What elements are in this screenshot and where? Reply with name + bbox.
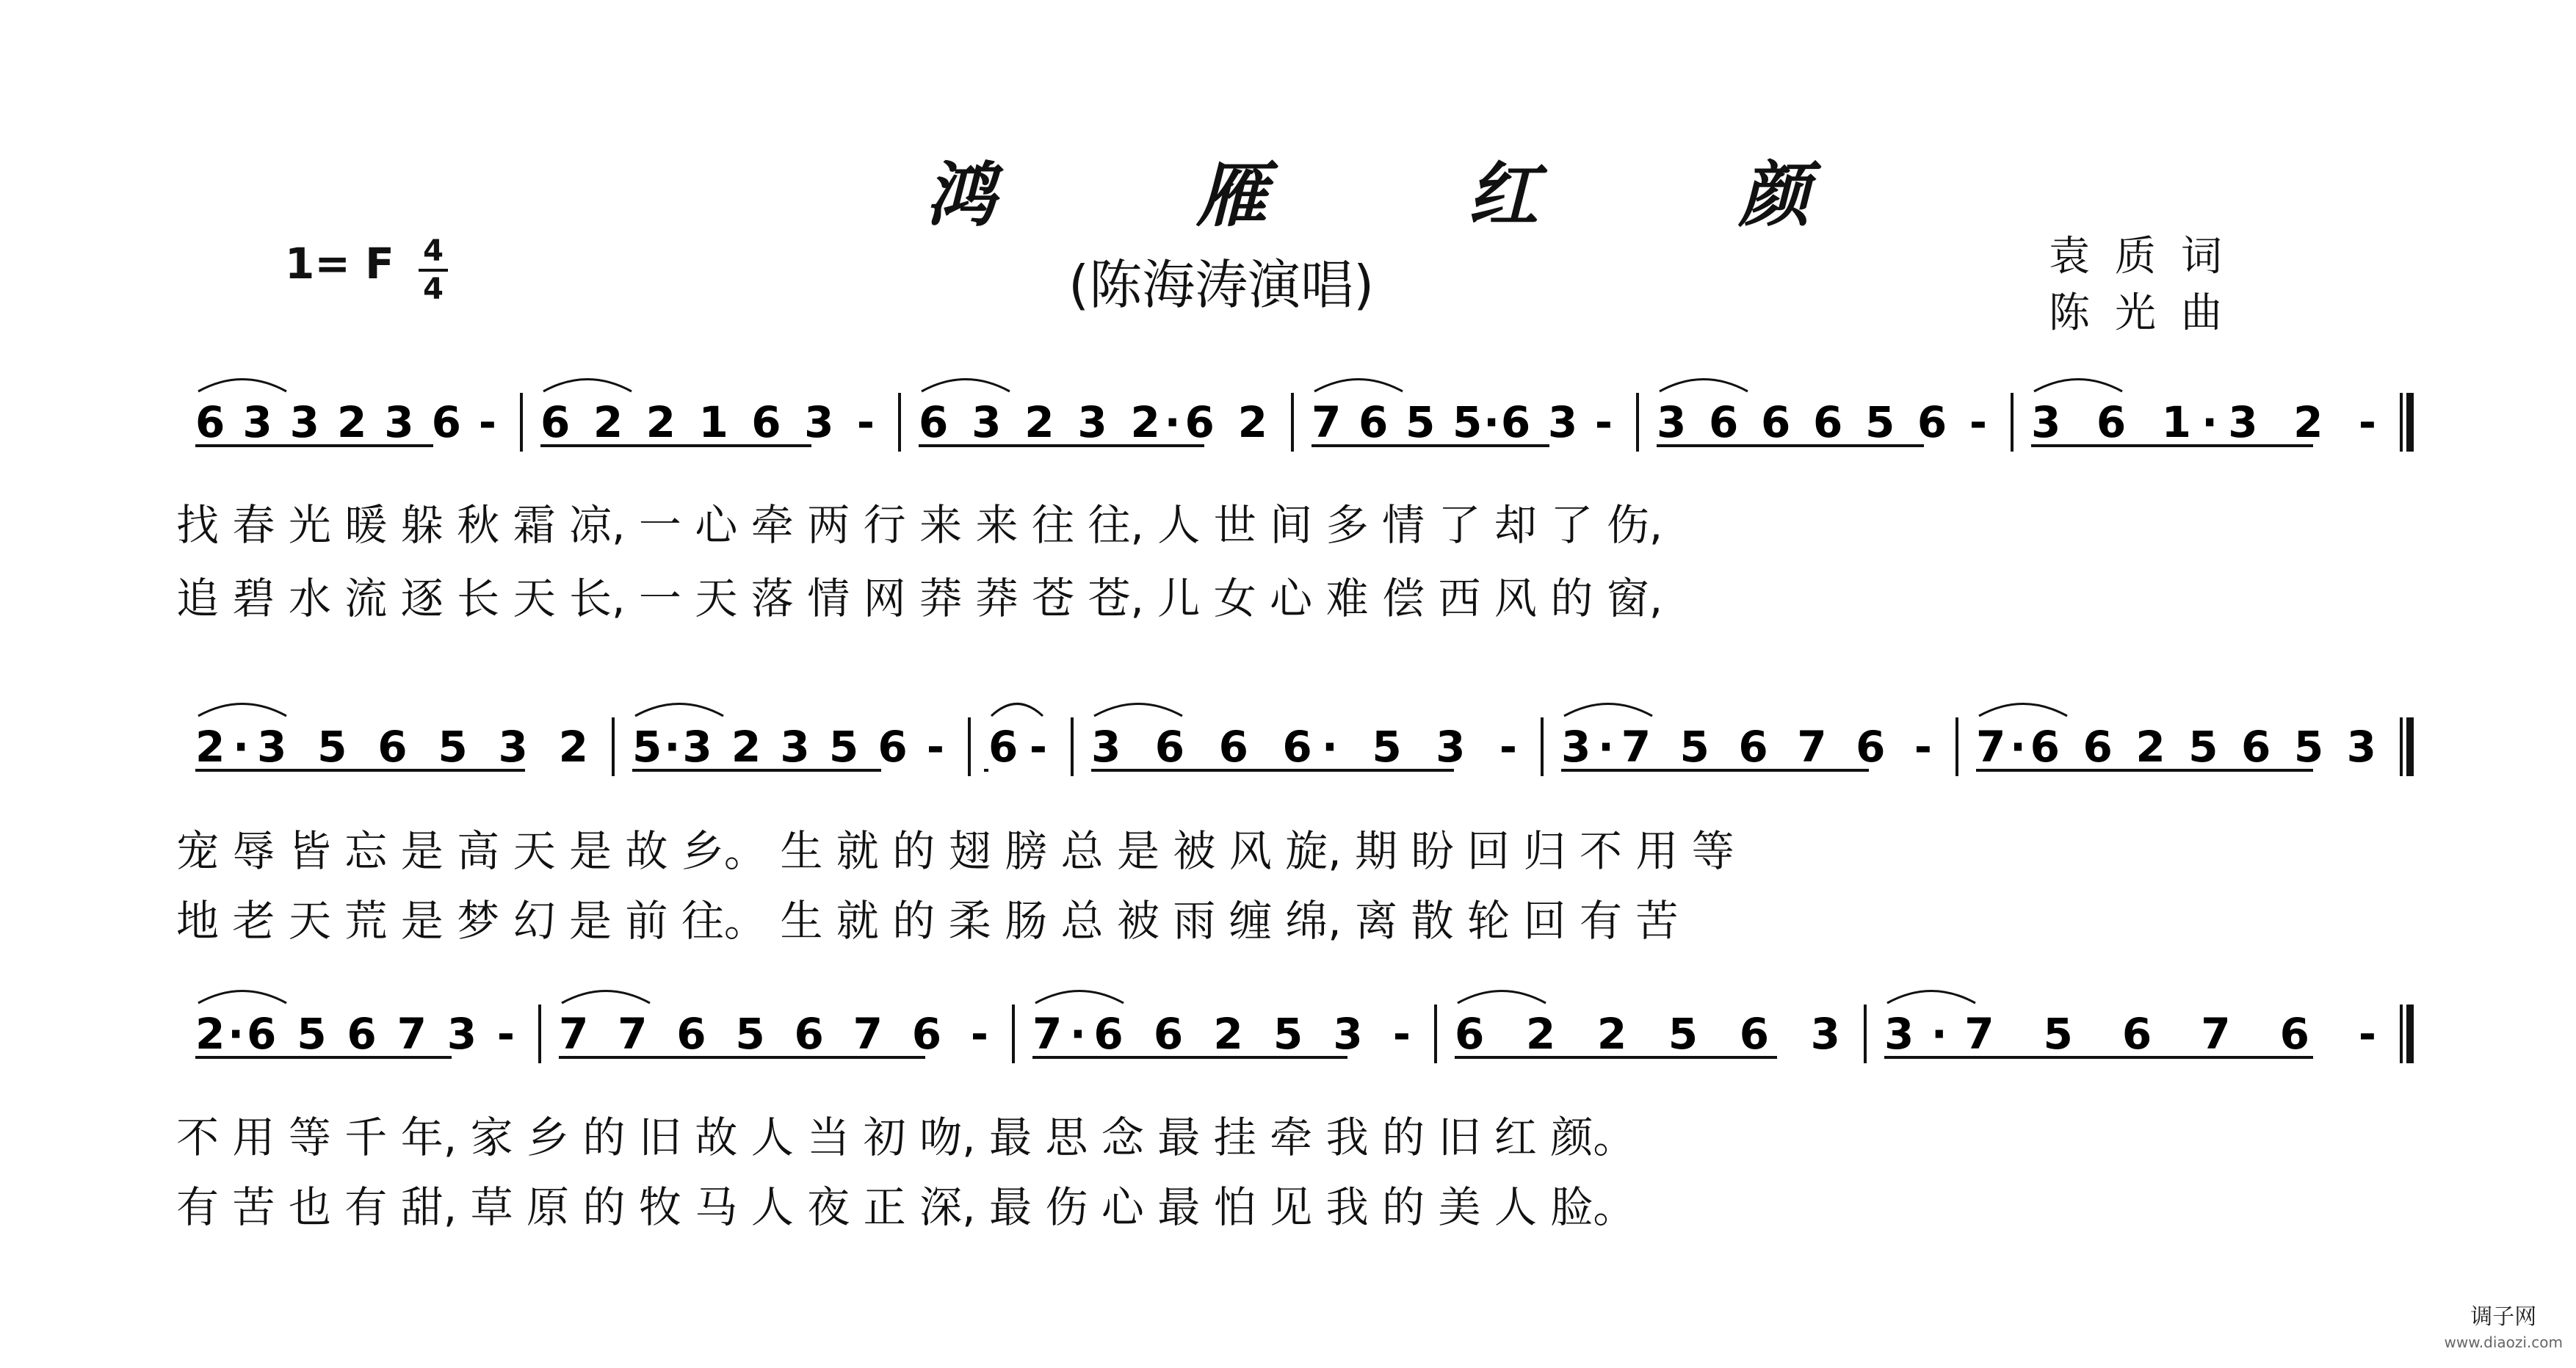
bar-notes: 7·6 6 2 5 6 5 3 bbox=[1976, 722, 2376, 772]
slur bbox=[1458, 991, 1546, 1004]
bar-notes: 6 - bbox=[988, 722, 1047, 772]
lyrics-system3-verse2: 有 苦 也 有 甜, 草 原 的 牧 马 人 夜 正 深, 最 伤 心 最 怕 见 我 的 美 人 脸。 bbox=[176, 1182, 1636, 1232]
lyrics-system1-verse1: 找 春 光 暖 躲 秋 霜 凉, 一 心 牵 两 行 来 来 往 往, 人 世 间 多 情 了 却 了 伤, bbox=[176, 500, 1663, 550]
composer-credit: 陈光曲 bbox=[2049, 289, 2247, 337]
slur bbox=[635, 704, 723, 717]
lyricist-credit: 袁质词 bbox=[2049, 233, 2247, 281]
time-signature-top: 4 bbox=[423, 234, 444, 268]
bar-notes: 6 2 2 5 6 3 bbox=[1455, 1009, 1840, 1059]
lyrics-system2-verse2: 地 老 天 荒 是 梦 幻 是 前 往。 生 就 的 柔 肠 总 被 雨 缠 绵, 离 散 轮 回 有 苦 bbox=[176, 896, 1679, 946]
bar-notes: 6 2 2 1 6 3 - bbox=[540, 397, 875, 447]
slur bbox=[1094, 704, 1182, 717]
time-signature-bottom: 4 bbox=[423, 272, 444, 306]
slur bbox=[198, 991, 286, 1004]
slur bbox=[1035, 991, 1124, 1004]
bar-notes: 3 6 6 6 5 6 - bbox=[1657, 397, 1987, 447]
slur bbox=[1979, 704, 2067, 717]
slur bbox=[1660, 380, 1748, 392]
bar-notes: 3·7 5 6 7 6 - bbox=[1561, 722, 1932, 772]
key-signature: 1= F bbox=[285, 239, 394, 289]
slur bbox=[991, 704, 1043, 717]
slur bbox=[1314, 380, 1403, 392]
slur bbox=[198, 380, 286, 392]
lyrics-system3-verse1: 不 用 等 千 年, 家 乡 的 旧 故 人 当 初 吻, 最 思 念 最 挂 牵 我 的 旧 红 颜。 bbox=[176, 1112, 1636, 1162]
slur bbox=[922, 380, 1010, 392]
song-title: 鸿 雁 红 颜 bbox=[925, 153, 1898, 236]
bar-notes: 2·3 5 6 5 3 2 bbox=[195, 722, 588, 772]
lyrics-system1-verse2: 追 碧 水 流 逐 长 天 长, 一 天 落 情 网 莽 莽 苍 苍, 儿 女 心 难 偿 西 风 的 窗, bbox=[176, 573, 1663, 623]
bar-notes: 2·6 5 6 7 3 - bbox=[195, 1009, 515, 1059]
slur bbox=[198, 704, 286, 717]
slur bbox=[1887, 991, 1975, 1004]
slur bbox=[1564, 704, 1652, 717]
bar-notes: 7 6 5 5·6 3 - bbox=[1311, 397, 1613, 447]
song-subtitle: (陈海涛演唱) bbox=[1068, 254, 1375, 316]
slur bbox=[2034, 380, 2122, 392]
bar-notes: 7·6 6 2 5 3 - bbox=[1032, 1009, 1411, 1059]
bar-notes: 3 6 1·3 2 - bbox=[2031, 397, 2376, 447]
bar-notes: 3 6 6 6· 5 3 - bbox=[1091, 722, 1517, 772]
watermark-name: 调子网 bbox=[2470, 1304, 2537, 1330]
slur bbox=[562, 991, 650, 1004]
bar-notes: 6 3 2 3 2·6 2 bbox=[919, 397, 1267, 447]
bar-notes: 5·3 2 3 5 6 - bbox=[632, 722, 944, 772]
watermark-url: www.diaozi.com bbox=[2444, 1333, 2563, 1351]
slur bbox=[543, 380, 632, 392]
watermark bbox=[2445, 1305, 2563, 1355]
bar-notes: 7 7 6 5 6 7 6 - bbox=[559, 1009, 988, 1059]
bar-notes: 3·7 5 6 7 6 - bbox=[1884, 1009, 2376, 1059]
bar-notes: 6 3 3 2 3 6 - bbox=[195, 397, 496, 447]
lyrics-system2-verse1: 宠 辱 皆 忘 是 高 天 是 故 乡。 生 就 的 翅 膀 总 是 被 风 旋, 期 盼 回 归 不 用 等 bbox=[176, 826, 1734, 876]
